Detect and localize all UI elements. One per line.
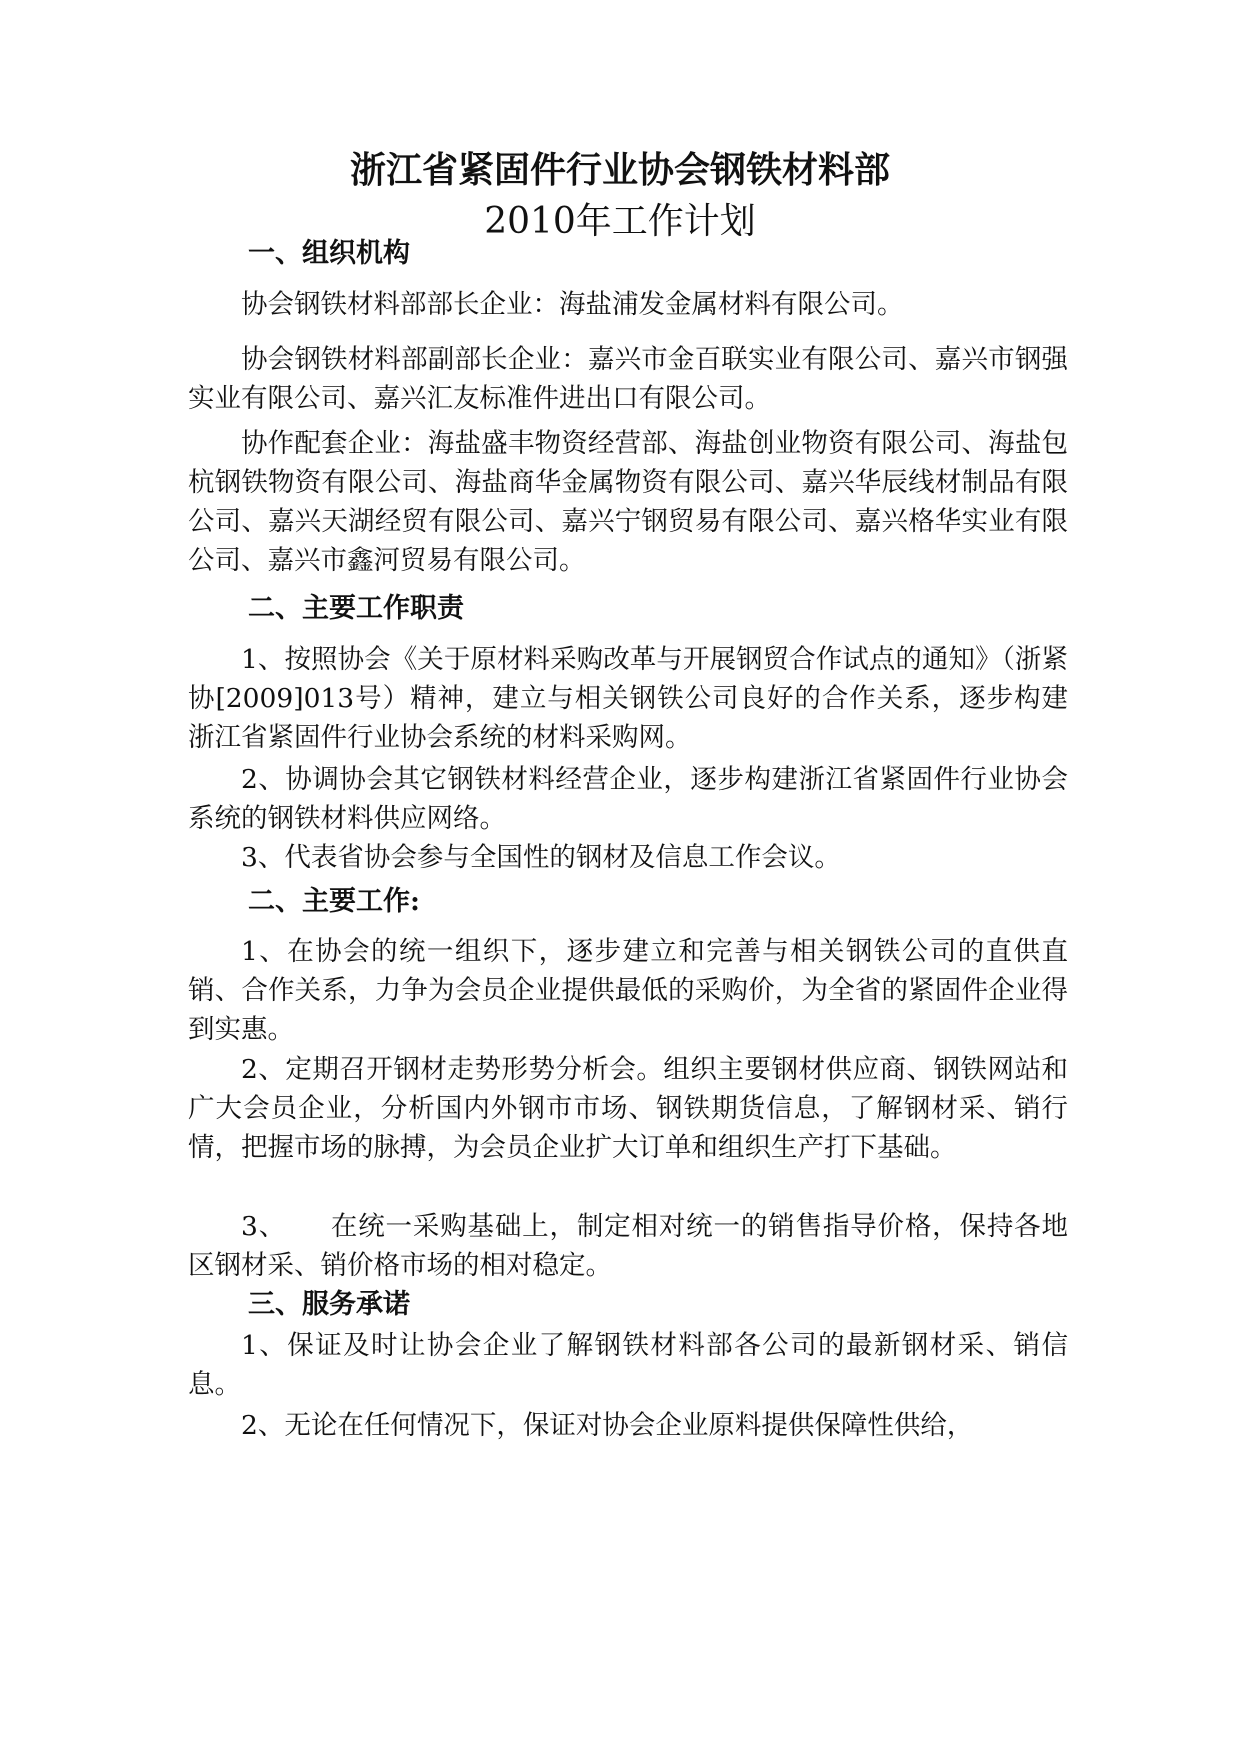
paragraph-director-company: 协会钢铁材料部部长企业：海盐浦发金属材料有限公司。 bbox=[241, 289, 904, 320]
section-heading-organization: 一、组织机构 bbox=[248, 238, 410, 269]
paragraph-partner-companies: 协作配套企业：海盐盛丰物资经营部、海盐创业物资有限公司、海盐包杭钢铁物资有限公司、海盐商华金属物资有限公司、嘉兴华辰线材制品有限公司、嘉兴天湖经贸有限公司、嘉兴宁钢贸易有限公司、嘉兴格华实业有限公司、嘉兴市鑫河贸易有限公司。 bbox=[188, 428, 1068, 576]
paragraph-deputy-companies: 协会钢铁材料部副部长企业：嘉兴市金百联实业有限公司、嘉兴市钢强实业有限公司、嘉兴汇友标准件进出口有限公司。 bbox=[188, 344, 1068, 414]
paragraph-commitment-1: 1、保证及时让协会企业了解钢铁材料部各公司的最新钢材采、销信息。 bbox=[188, 1330, 1068, 1400]
paragraph-work-2: 2、定期召开钢材走势形势分析会。组织主要钢材供应商、钢铁网站和广大会员企业，分析国内外钢市市场、钢铁期货信息，了解钢材采、销行情，把握市场的脉搏，为会员企业扩大订单和组织生产打下基础。 bbox=[188, 1054, 1068, 1163]
section-heading-responsibilities: 二、主要工作职责 bbox=[248, 593, 464, 624]
document-title: 浙江省紧固件行业协会钢铁材料部 bbox=[349, 149, 890, 191]
paragraph-responsibility-2: 2、协调协会其它钢铁材料经营企业，逐步构建浙江省紧固件行业协会系统的钢铁材料供应网络。 bbox=[188, 764, 1068, 834]
paragraph-work-3-number: 3、 bbox=[241, 1211, 287, 1242]
section-heading-main-work: 二、主要工作: bbox=[248, 886, 420, 917]
paragraph-responsibility-3: 3、代表省协会参与全国性的钢材及信息工作会议。 bbox=[241, 842, 841, 873]
document-subtitle: 2010年工作计划 bbox=[484, 201, 756, 242]
paragraph-commitment-2: 2、无论在任何情况下，保证对协会企业原料提供保障性供给， bbox=[241, 1410, 974, 1441]
paragraph-work-3-text: 在统一采购基础上，制定相对统一的销售指导价格，保持各地区钢材采、销价格市场的相对稳定。 bbox=[188, 1211, 1068, 1281]
paragraph-work-1: 1、在协会的统一组织下，逐步建立和完善与相关钢铁公司的直供直销、合作关系，力争为会员企业提供最低的采购价，为全省的紧固件企业得到实惠。 bbox=[188, 936, 1068, 1045]
section-heading-service-commitment: 三、服务承诺 bbox=[248, 1289, 410, 1320]
paragraph-responsibility-1: 1、按照协会《关于原材料采购改革与开展钢贸合作试点的通知》（浙紧协[2009]013号）精神，建立与相关钢铁公司良好的合作关系，逐步构建浙江省紧固件行业协会系统的材料采购网。 bbox=[188, 644, 1068, 753]
paragraph-work-3 bbox=[188, 1207, 1068, 1285]
